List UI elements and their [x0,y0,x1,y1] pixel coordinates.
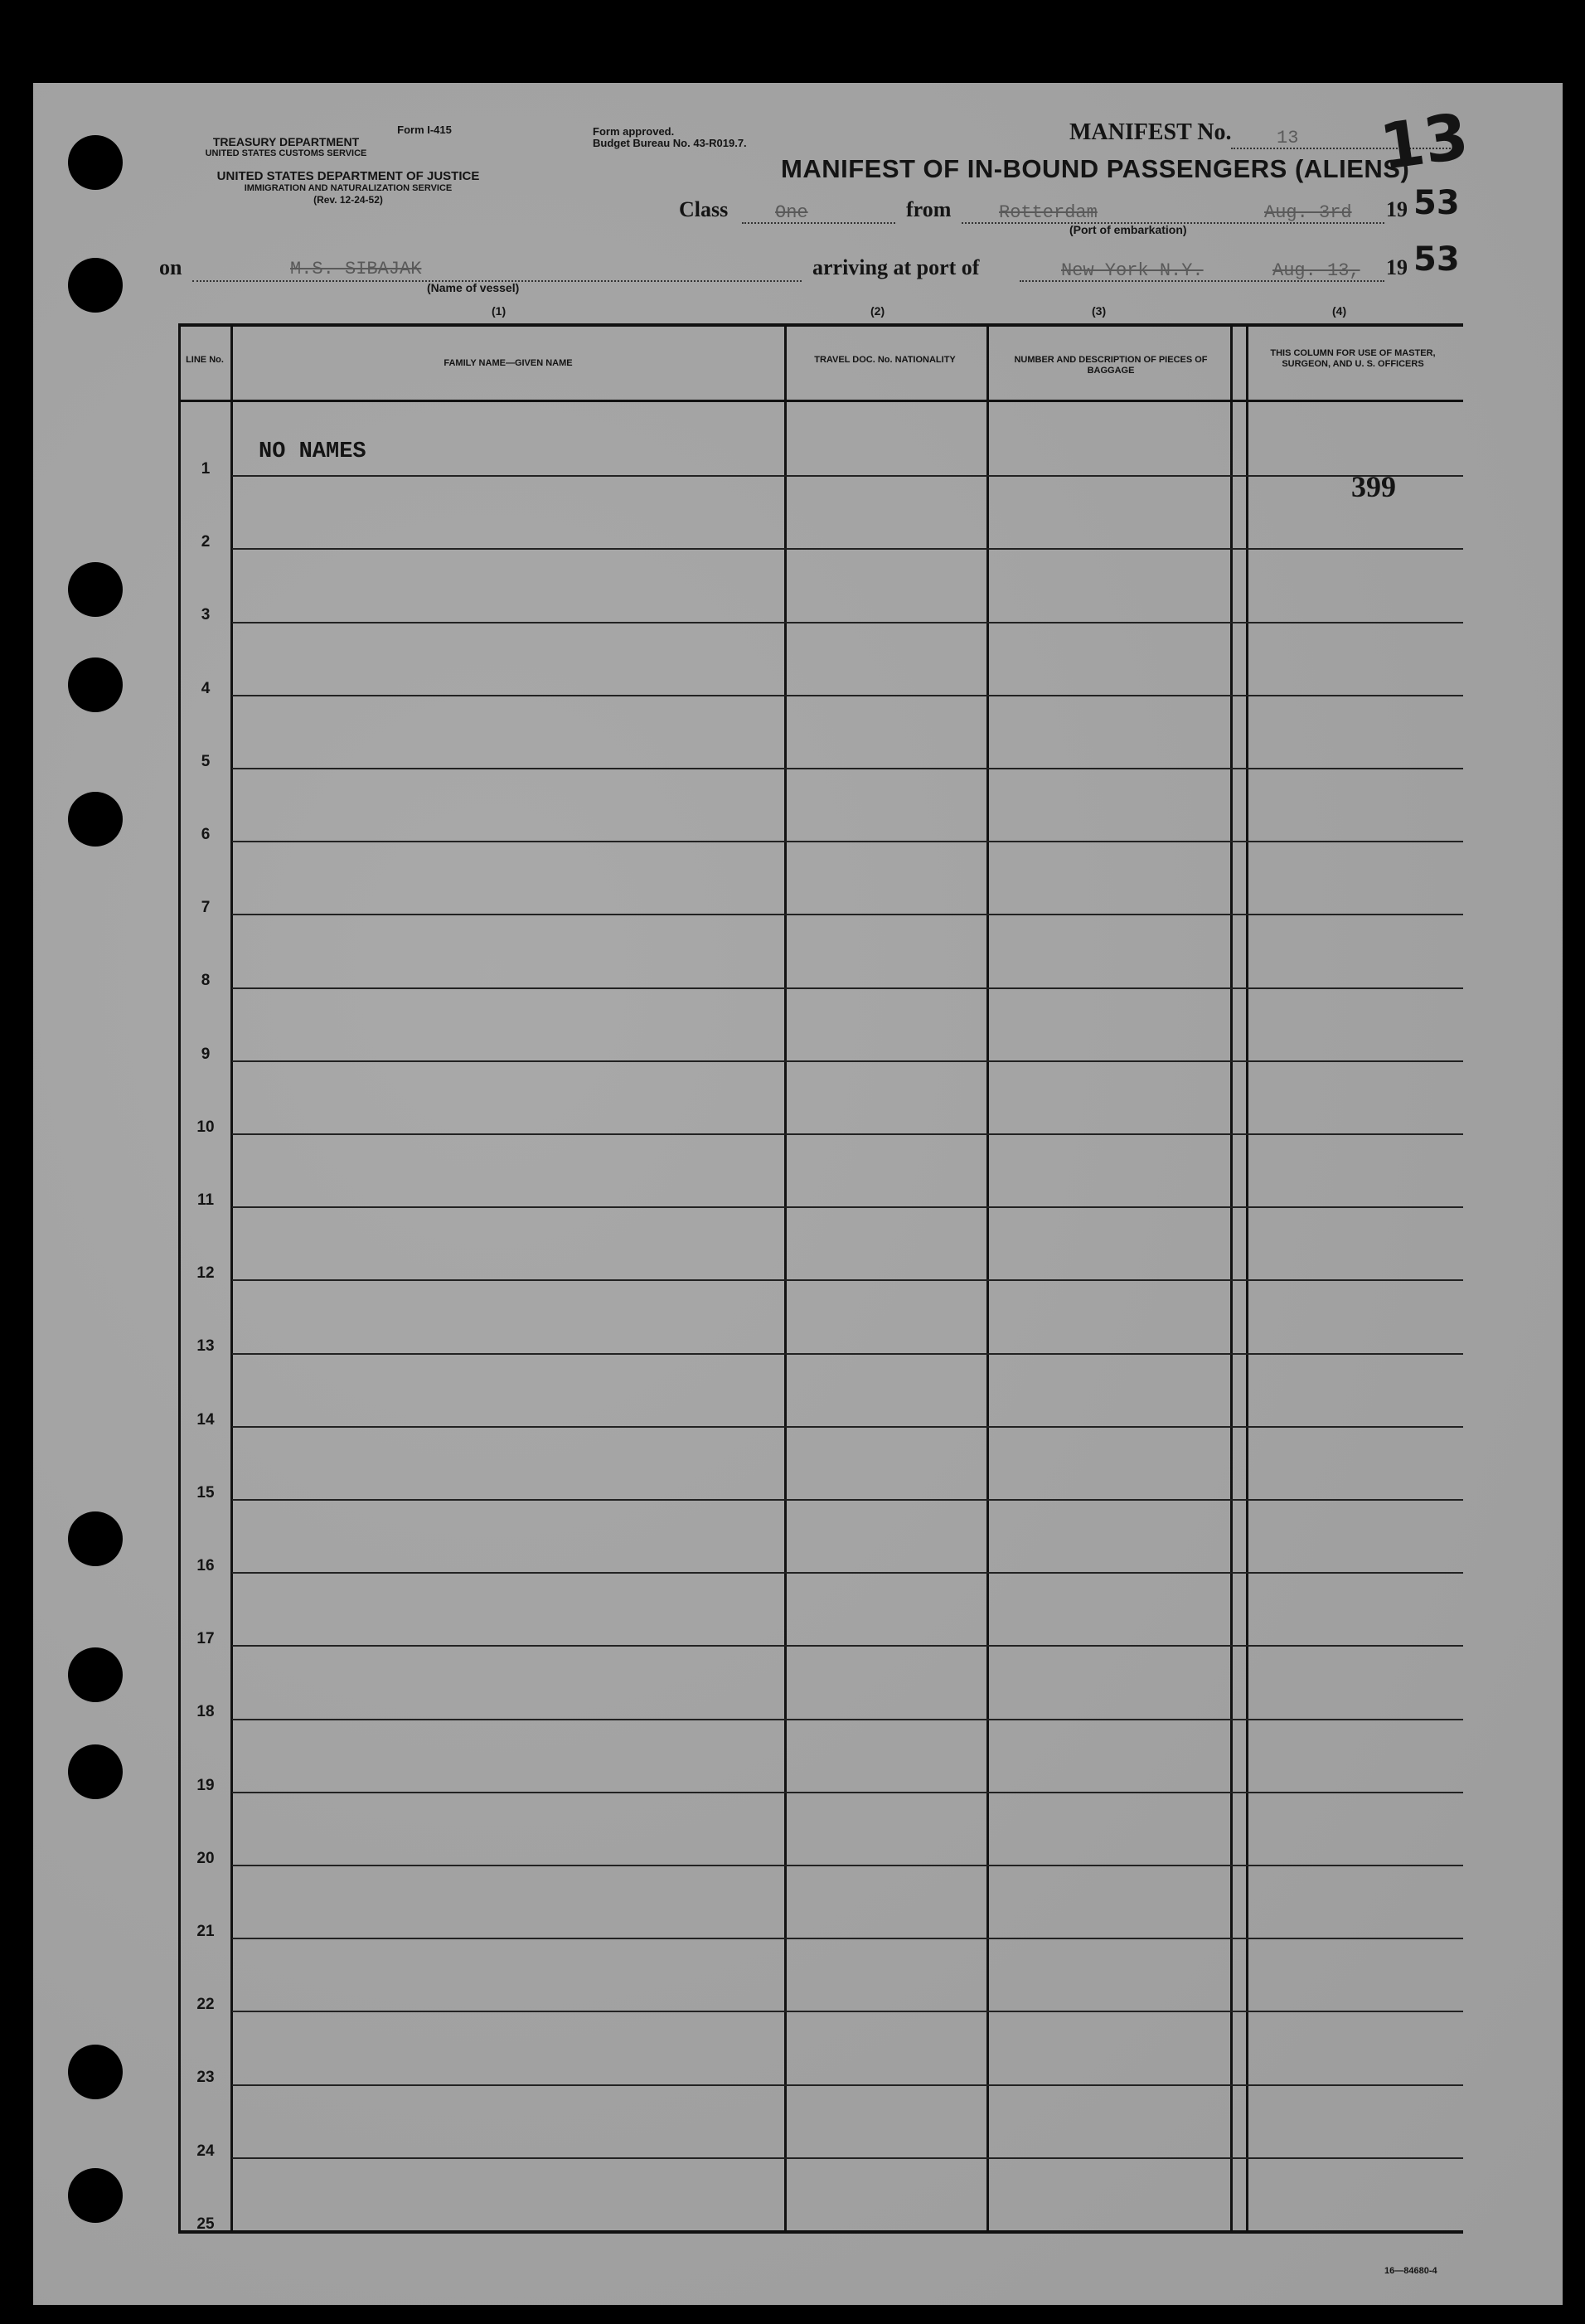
row-number: 14 [196,1410,215,1429]
row-rule [232,1060,1463,1062]
row-rule [232,1499,1463,1501]
row-number: 5 [201,752,211,770]
row-rule [232,1133,1463,1135]
row-rule [232,2084,1463,2086]
vessel-caption: (Name of vessel) [427,281,520,294]
column-number-2: (2) [870,304,885,318]
row-number: 3 [201,606,211,624]
manifest-sheet [33,83,1563,2305]
table-bottom-rule [178,2230,1463,2234]
from-label: from [906,197,952,221]
binder-hole [68,1647,123,1702]
row-number: 21 [196,1923,215,1940]
row-rule [232,1938,1463,1939]
from-value: Rotterdam [999,202,1098,223]
binder-hole [68,2168,123,2223]
dept-justice: UNITED STATES DEPARTMENT OF JUSTICE [216,169,480,183]
row-rule [232,768,1463,769]
embark-year-prefix: 19 [1386,197,1408,221]
arrival-year-handwritten: 53 [1413,240,1460,279]
arrival-port: New York N.Y. [1061,260,1204,281]
row-number: 1 [201,460,211,478]
row-rule [232,841,1463,842]
row-number: 7 [201,899,211,917]
binder-hole [68,258,123,313]
entry-no-names: NO NAMES [259,439,366,464]
row-number: 13 [196,1337,215,1356]
header-bottom-rule [178,400,1463,402]
form-approved-block [593,126,747,149]
row-number: 25 [196,2215,215,2233]
column-number-4: (4) [1332,304,1347,318]
row-number: 24 [196,2142,215,2160]
row-number: 22 [196,1996,215,2014]
form-approved: Form approved. [593,125,675,138]
manifest-no-typed: 13 [1277,128,1299,148]
form-number [217,124,632,136]
dept-customs: UNITED STATES CUSTOMS SERVICE [205,148,367,158]
binder-hole [68,2045,123,2099]
budget-bureau: Budget Bureau No. 43-R019.7. [593,137,747,149]
row-rule [232,987,1463,989]
port-embarkation-caption: (Port of embarkation) [1069,223,1187,236]
row-rule [232,2011,1463,2012]
arrival-date: Aug. 13, [1272,260,1360,281]
header-line-no: LINE No. [186,355,224,365]
header-baggage: NUMBER AND DESCRIPTION OF PIECES OF BAGGAGE [1014,355,1208,376]
footer-print-code: 16—84680-4 [1384,2266,1437,2276]
row-number: 2 [201,533,211,551]
on-label: on [159,255,182,279]
row-number: 17 [196,1630,215,1648]
row-rule [232,1645,1463,1647]
row-number: 6 [201,826,211,843]
header-left-block-2 [145,171,551,206]
table-top-rule [178,323,1463,327]
binder-hole [68,1744,123,1799]
row-number: 19 [196,1776,215,1794]
column-divider-3 [986,323,989,2234]
row-number: 4 [201,679,211,697]
row-number: 9 [201,1045,211,1063]
header-family-name: FAMILY NAME—GIVEN NAME [444,358,573,368]
row-number: 23 [196,2069,215,2087]
vessel-name: M.S. SIBAJAK [290,259,422,279]
class-value: One [775,202,808,223]
column-number-1: (1) [492,304,507,318]
row-rule [232,1792,1463,1793]
page-title: MANIFEST OF IN-BOUND PASSENGERS (ALIENS) [781,154,1410,183]
header-officers: THIS COLUMN FOR USE OF MASTER, SURGEON, AND U. S. OFFICERS [1270,348,1436,369]
row-rule [232,1279,1463,1281]
row-rule [232,2157,1463,2159]
row-number: 15 [196,1483,215,1502]
row-number: 10 [196,1118,215,1136]
column-number-3: (3) [1092,304,1107,318]
row-rule [232,1206,1463,1208]
row-rule [232,1572,1463,1574]
binder-hole [68,792,123,847]
row-rule [232,475,1463,477]
form-no: Form I-415 [397,124,452,136]
arrival-year-prefix: 19 [1386,255,1408,279]
row-rule [232,548,1463,550]
stamp-number: 399 [1351,470,1396,503]
row-number: 8 [201,972,211,990]
row-rule [232,914,1463,915]
dept-treasury: TREASURY DEPARTMENT [212,135,360,148]
row-number: 18 [196,1703,215,1721]
row-number: 11 [196,1191,215,1209]
header-travel-doc: TRAVEL DOC. No. NATIONALITY [814,355,956,365]
manifest-handwritten-number: 13 [1375,99,1473,184]
column-divider-5 [1246,323,1248,2234]
embark-date: Aug. 3rd [1264,202,1352,223]
binder-hole [68,562,123,617]
row-number: 16 [196,1557,215,1574]
header-left-block [149,136,423,159]
row-number: 20 [196,1849,215,1867]
row-rule [232,622,1463,623]
row-number: 12 [196,1264,215,1283]
embark-year-handwritten: 53 [1413,184,1460,222]
column-divider-4 [1230,323,1233,2234]
column-divider-2 [784,323,787,2234]
binder-hole [68,657,123,712]
row-rule [232,695,1463,696]
binder-hole [68,135,123,190]
binder-hole [68,1511,123,1566]
class-label: Class [679,197,729,221]
manifest-no-label: MANIFEST No. [1069,119,1232,145]
arriving-label: arriving at port of [812,255,980,279]
form-revision: (Rev. 12-24-52) [313,194,383,206]
column-divider-1 [230,323,233,2234]
row-rule [232,1719,1463,1720]
row-rule [232,1426,1463,1428]
class-line [742,222,895,224]
row-rule [232,1353,1463,1355]
row-rule [232,1865,1463,1866]
dept-ins: IMMIGRATION AND NATURALIZATION SERVICE [244,183,453,193]
